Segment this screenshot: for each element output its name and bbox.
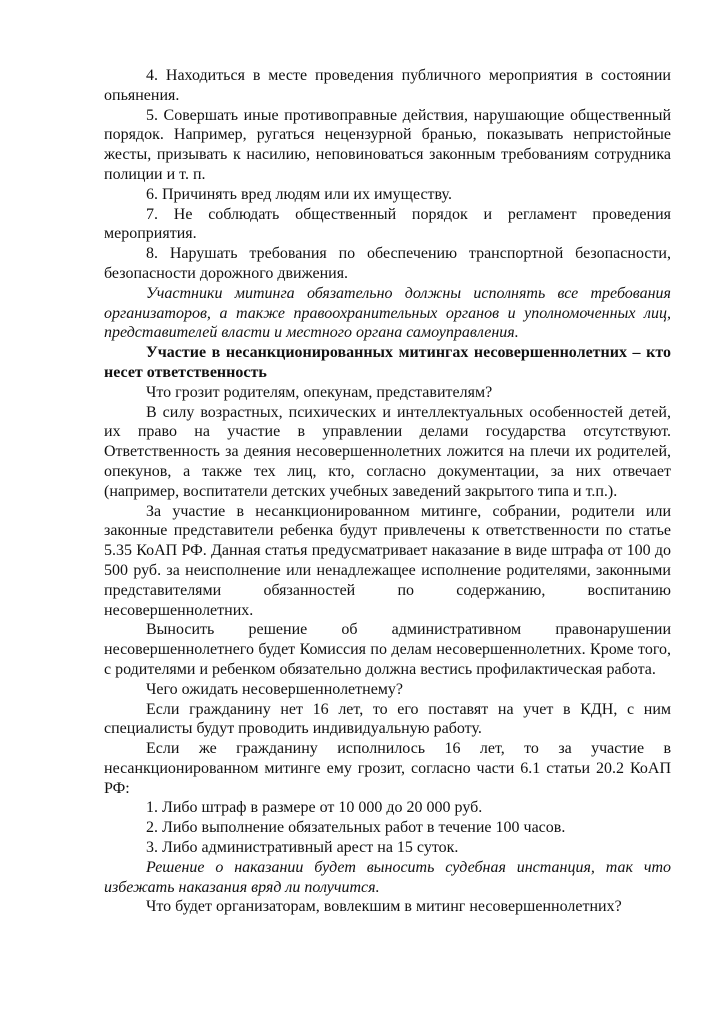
question-minor: Чего ожидать несовершеннолетнему? [146,680,404,698]
section-heading: Участие в несанкционированных митингах несовершеннолетних – кто несет ответственность [104,344,671,381]
paragraph-item-8: 8. Нарушать требования по обеспечению транспортной безопасности, безопасности дорожного движения. [104,245,671,282]
question-parents: Что грозит родителям, опекунам, представителям? [146,383,493,401]
paragraph-commission: Выносить решение об административном правонарушении несовершеннолетнего будет Комиссия по делам несовершеннолетних. Кроме того, с родителями и ребенком обязательно должна вестись профилактическая работа. [104,621,671,678]
paragraph-item-7: 7. Не соблюдать общественный порядок и регламент проведения мероприятия. [104,205,671,243]
paragraph-under-16: Если гражданину нет 16 лет, то его поставят на учет в КДН, с ним специалисты будут проводить индивидуальную работу. [104,700,671,738]
paragraph-item-4: 4. Находиться в месте проведения публичного мероприятия в состоянии опьянения. [104,67,671,104]
paragraph-item-5: 5. Совершать иные противоправные действия, нарушающие общественный порядок. Например, ругаться нецензурной бранью, показывать непристойные жесты, призывать к насилию, неповиноваться законным требованиям сотрудника полиции и т. п. [104,106,671,183]
paragraph-article-535: За участие в несанкционированном митинге, собрании, родители или законные представители ребенка будут привлечены к ответственности по статье 5.35 КоАП РФ. Данная статья предусматривает наказание в виде штрафа от 100 до 500 руб. за неисполнение или ненадлежащее исполнение родителями, законными представителями обязанностей по содержанию, воспитанию несовершеннолетних. [104,502,671,619]
penalty-item-fine: 1. Либо штраф в размере от 10 000 до 20 000 руб. [146,799,483,817]
participants-note: Участники митинга обязательно должны исполнять все требования организаторов, а также правоохранительных органов и уполномоченных лиц, представителей власти и местного органа самоуправления. [104,284,671,342]
question-organizers: Что будет организаторам, вовлекшим в митинг несовершеннолетних? [146,898,622,916]
paragraph-item-6: 6. Причинять вред людям или их имуществу. [146,185,452,203]
paragraph-age-features: В силу возрастных, психических и интеллектуальных особенностей детей, их право на участие в управлении делами государства отсутствуют. Ответственность за деяния несовершеннолетних ложится на плечи их родителей, опекунов, а также тех лиц, кто, согласно документации, за них отвечает (например, воспитатели детских учебных заведений закрытого типа и т.п.). [104,403,671,500]
paragraph-over-16: Если же гражданину исполнилось 16 лет, то за участие в несанкционированном митинге ему грозит, согласно части 6.1 статьи 20.2 КоАП РФ: [104,740,671,797]
penalty-item-arrest: 3. Либо административный арест на 15 суток. [146,839,459,857]
penalty-item-work: 2. Либо выполнение обязательных работ в течение 100 часов. [146,819,566,837]
document-page [104,66,671,917]
court-note: Решение о наказании будет выносить судебная инстанция, так что избежать наказания вряд ли получится. [104,858,671,896]
